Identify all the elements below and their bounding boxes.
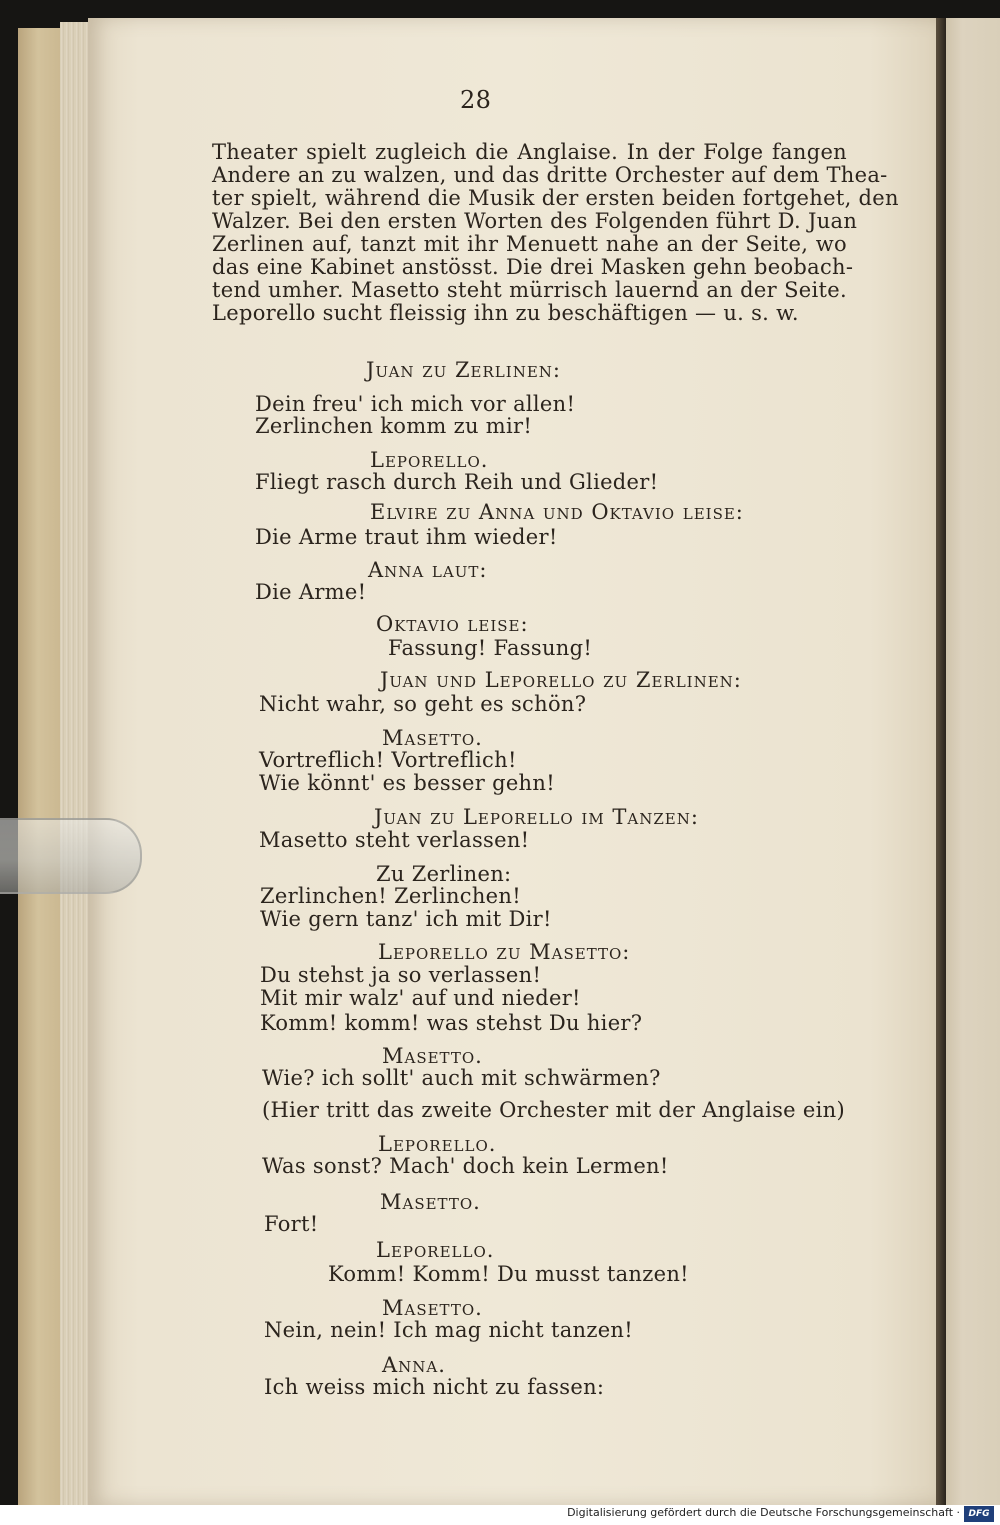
verse-line: Wie gern tanz' ich mit Dir! bbox=[260, 907, 552, 931]
speaker-heading: Leporello zu Masetto: bbox=[378, 940, 631, 964]
digitization-footer bbox=[0, 1505, 1000, 1525]
verse-line: Wie könnt' es besser gehn! bbox=[259, 771, 555, 795]
speaker-heading: Juan und Leporello zu Zerlinen: bbox=[380, 668, 742, 692]
stage-direction-line: Andere an zu walzen, und das dritte Orchester auf dem Thea- bbox=[212, 163, 888, 187]
page-holder-clip bbox=[0, 818, 142, 894]
speaker-heading: Anna laut: bbox=[368, 558, 488, 582]
verse-line: Ich weiss mich nicht zu fassen: bbox=[264, 1375, 605, 1399]
verse-line: Nicht wahr, so geht es schön? bbox=[259, 692, 587, 716]
verse-line: Mit mir walz' auf und nieder! bbox=[260, 986, 581, 1010]
speaker-heading: Leporello. bbox=[376, 1238, 495, 1262]
speaker-heading: Masetto. bbox=[382, 726, 483, 750]
stage-direction: (Hier tritt das zweite Orchester mit der Anglaise ein) bbox=[262, 1098, 845, 1122]
verse-line: Fassung! Fassung! bbox=[388, 636, 593, 660]
stage-direction-line: ter spielt, während die Musik der ersten beiden fortgehet, den bbox=[212, 186, 899, 210]
funding-credit: Digitalisierung gefördert durch die Deutsche Forschungsgemeinschaft · bbox=[567, 1506, 960, 1519]
page-number: 28 bbox=[460, 86, 492, 114]
verse-line: Nein, nein! Ich mag nicht tanzen! bbox=[264, 1318, 633, 1342]
verse-line: Zerlinchen komm zu mir! bbox=[255, 414, 533, 438]
verse-line: Komm! Komm! Du musst tanzen! bbox=[328, 1262, 689, 1286]
facing-page-edge bbox=[946, 18, 1000, 1505]
speaker-heading: Masetto. bbox=[380, 1190, 481, 1214]
speaker-heading: Juan zu Zerlinen: bbox=[366, 358, 561, 382]
verse-line: Die Arme traut ihm wieder! bbox=[255, 525, 558, 549]
verse-line: Komm! komm! was stehst Du hier? bbox=[260, 1011, 643, 1035]
speaker-heading: Leporello. bbox=[370, 448, 489, 472]
speaker-heading: Oktavio leise: bbox=[376, 612, 529, 636]
book-gutter bbox=[936, 18, 946, 1505]
stage-direction-line: Leporello sucht fleissig ihn zu beschäftigen — u. s. w. bbox=[212, 301, 799, 325]
speaker-heading: Elvire zu Anna und Oktavio leise: bbox=[370, 500, 744, 524]
stage-direction-line: tend umher. Masetto steht mürrisch lauernd an der Seite. bbox=[212, 278, 847, 302]
verse-line: Zerlinchen! Zerlinchen! bbox=[260, 884, 521, 908]
speaker-heading: Anna. bbox=[382, 1353, 446, 1377]
verse-line: Masetto steht verlassen! bbox=[259, 828, 530, 852]
stage-direction-line: Walzer. Bei den ersten Worten des Folgenden führt D. Juan bbox=[212, 209, 858, 233]
verse-line: Vortreflich! Vortreflich! bbox=[259, 748, 517, 772]
verse-line: Was sonst? Mach' doch kein Lermen! bbox=[262, 1154, 669, 1178]
stage-direction: Zu Zerlinen: bbox=[376, 862, 512, 886]
speaker-heading: Masetto. bbox=[382, 1296, 483, 1320]
verse-line: Fliegt rasch durch Reih und Glieder! bbox=[255, 470, 659, 494]
stage-direction-line: das eine Kabinet anstösst. Die drei Masken gehn beobach- bbox=[212, 255, 854, 279]
speaker-heading: Leporello. bbox=[378, 1132, 497, 1156]
stage-direction-line: Zerlinen auf, tanzt mit ihr Menuett nahe an der Seite, wo bbox=[212, 232, 847, 256]
verse-line: Wie? ich sollt' auch mit schwärmen? bbox=[262, 1066, 661, 1090]
verse-line: Dein freu' ich mich vor allen! bbox=[255, 392, 576, 416]
verse-line: Fort! bbox=[264, 1212, 319, 1236]
verse-line: Du stehst ja so verlassen! bbox=[260, 963, 542, 987]
stage-direction-line: Theater spielt zugleich die Anglaise. In der Folge fangen bbox=[212, 140, 847, 164]
speaker-heading: Juan zu Leporello im Tanzen: bbox=[374, 805, 699, 829]
speaker-heading: Masetto. bbox=[382, 1044, 483, 1068]
verse-line: Die Arme! bbox=[255, 580, 367, 604]
dfg-logo-icon: DFG bbox=[964, 1506, 994, 1522]
